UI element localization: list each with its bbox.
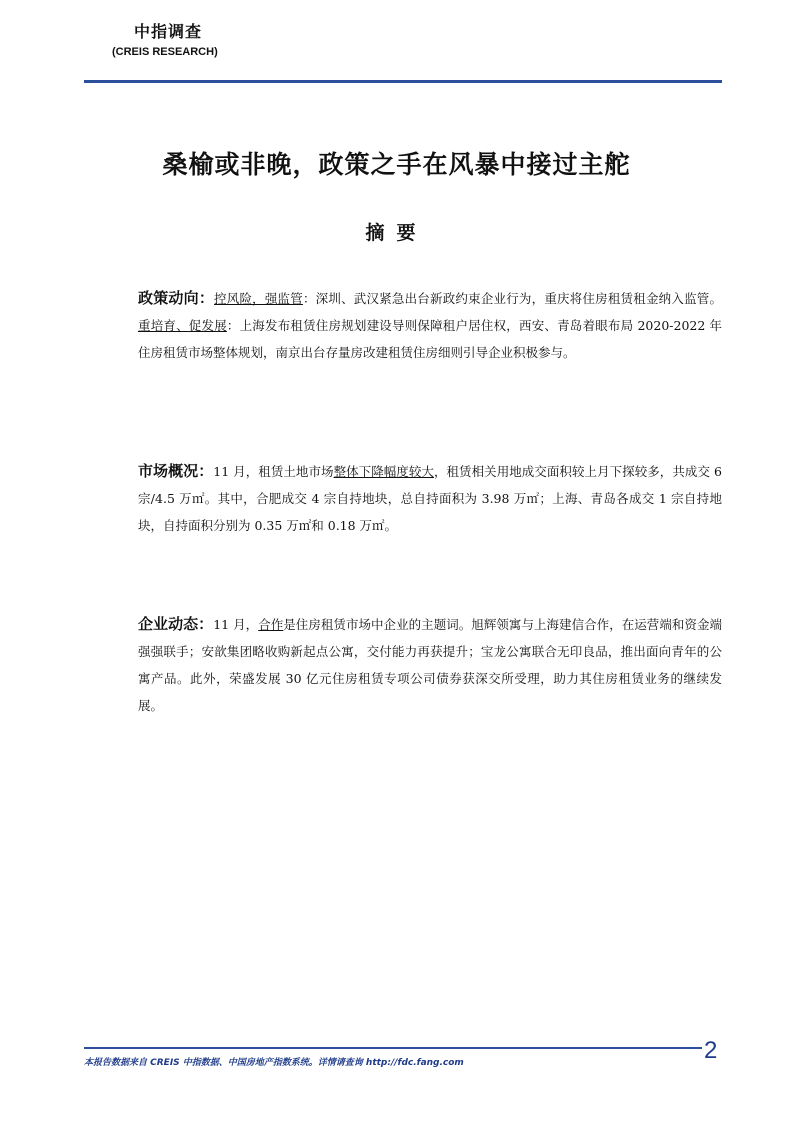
market-text-2: ，租赁相关用地成交面积较上月下探较多，共成交 6 宗/4.5 万㎡。其中，合肥成交 4 宗自持地块，总自持面积为 3.98 万㎡；上海、青岛各成交 1 宗自持地块，自持面积分别为 0.35 万㎡和 0.18 万㎡。 [138,464,722,533]
policy-keyword-develop: 重培育、促发展 [138,318,227,333]
company-keyword-cooperation: 合作 [258,617,284,632]
page-number: 2 [704,1037,718,1064]
market-keyword-decline: 整体下降幅度较大 [333,464,434,479]
section-company [138,611,722,719]
section-market-lead: 市场概况： [138,462,214,480]
footer-source-note: 本报告数据来自 CREIS 中指数据、中国房地产指数系统。详情请查询 http://fdc.fang.com [84,1058,464,1068]
section-market [138,458,722,539]
header-divider [84,80,722,83]
document-title: 桑榆或非晚，政策之手在风暴中接过主舵 [162,150,631,179]
section-policy [138,285,722,366]
brand-name-en: (CREIS RESEARCH) [112,46,218,58]
policy-keyword-control-risk: 控风险，强监管 [214,291,303,306]
abstract-heading: 摘要 [365,222,428,244]
header-brand [112,22,272,60]
section-company-lead: 企业动态： [138,615,214,633]
footer-divider [84,1047,702,1049]
market-text-1: 11 月，租赁土地市场 [213,464,334,479]
policy-text-2: ：上海发布租赁住房规划建设导则保障租户居住权，西安、青岛着眼布局 2020-2022 年住房租赁市场整体规划，南京出台存量房改建租赁住房细则引导企业积极参与。 [138,318,722,360]
policy-text-1: ：深圳、武汉紧急出台新政约束企业行为，重庆将住房租赁租金纳入监管。 [302,291,722,306]
company-text-2: 是住房租赁市场中企业的主题词。旭辉领寓与上海建信合作，在运营端和资金端强强联手；安歆集团略收购新起点公寓，交付能力再获提升；宝龙公寓联合无印良品，推出面向青年的公寓产品。此外，荣盛发展 30 亿元住房租赁专项公司债券获深交所受理，助力其住房租赁业务的继续发展。 [138,617,722,713]
brand-name-cn: 中指调查 [134,22,203,41]
company-text-1: 11 月， [213,617,259,632]
section-policy-lead: 政策动向： [138,289,215,307]
